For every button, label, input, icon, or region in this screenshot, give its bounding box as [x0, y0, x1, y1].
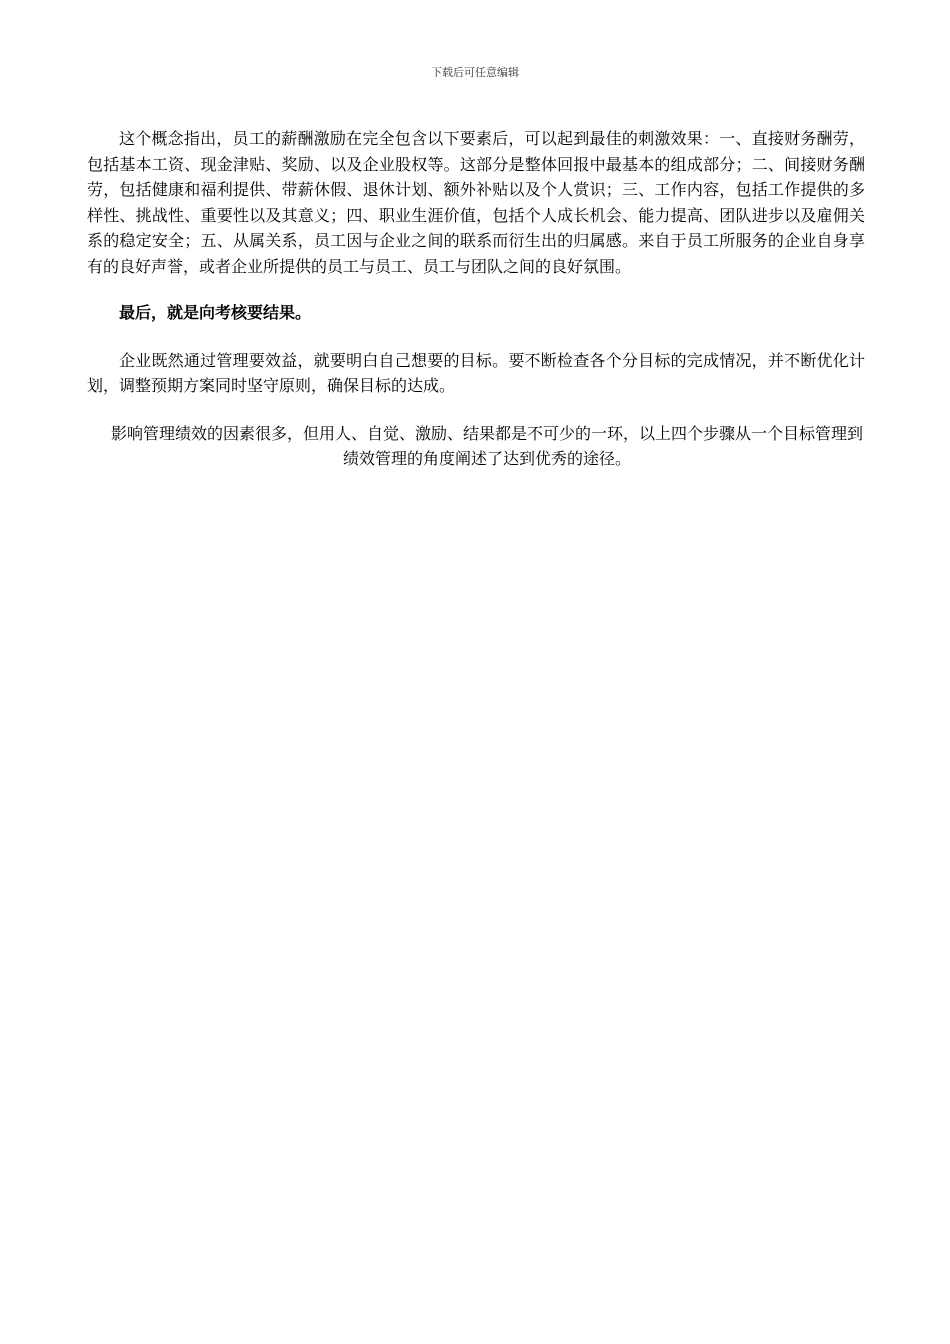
section-heading: 最后，就是向考核要结果。 [119, 303, 312, 322]
document-body [87, 126, 865, 472]
paragraph-compensation: 这个概念指出，员工的薪酬激励在完全包含以下要素后，可以起到最佳的刺激效果：一、直接财务酬劳，包括基本工资、现金津贴、奖励、以及企业股权等。这部分是整体回报中最基本的组成部分；二、间接财务酬劳，包括健康和福利提供、带薪休假、退休计划、额外补贴以及个人赏识；三、工作内容，包括工作提供的多样性、挑战性、重要性以及其意义；四、职业生涯价值，包括个人成长机会、能力提高、团队进步以及雇佣关系的稳定安全；五、从属关系，员工因与企业之间的联系而衍生出的归属感。来自于员工所服务的企业自身享有的良好声誉，或者企业所提供的员工与员工、员工与团队之间的良好氛围。 [87, 129, 865, 276]
paragraph-conclusion: 影响管理绩效的因素很多，但用人、自觉、激励、结果都是不可少的一环，以上四个步骤从一个目标管理到绩效管理的角度阐述了达到优秀的途径。 [111, 423, 864, 468]
page-header: 下载后可任意编辑 [431, 66, 519, 79]
paragraph-goals: 企业既然通过管理要效益，就要明白自己想要的目标。要不断检查各个分目标的完成情况，并不断优化计划，调整预期方案同时坚守原则，确保目标的达成。 [87, 350, 865, 395]
